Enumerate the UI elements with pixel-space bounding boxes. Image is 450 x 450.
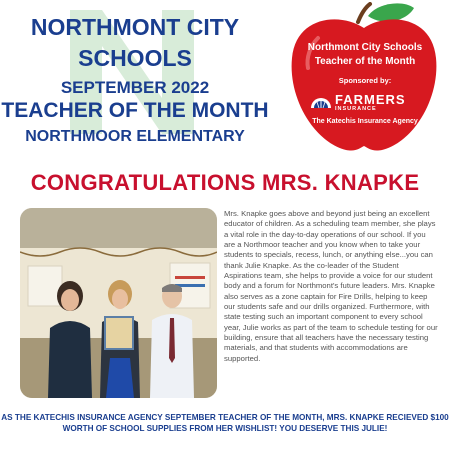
apple-title-line1: Northmont City Schools <box>307 42 423 53</box>
farmers-shield-icon <box>309 90 333 110</box>
sponsor-logo-word: FARMERS <box>335 92 406 107</box>
teacher-photo <box>20 208 217 398</box>
congratulations-heading: CONGRATULATIONS MRS. KNAPKE <box>30 170 420 195</box>
sponsor-agency-name: The Katechis Insurance Agency <box>312 118 418 125</box>
award-footer: AS THE KATECHIS INSURANCE AGENCY SEPTEMBER TEACHER OF THE MONTH, MRS. KNAPKE RECIEVED $100 WORTH OF SCHOOL SUPPLIES FROM HER WISHLIST! YOU DESERVE THIS JULIE! <box>1 413 449 433</box>
header-line-month: SEPTEMBER 2022 <box>60 78 210 97</box>
apple-title-line2: Teacher of the Month <box>314 56 416 67</box>
header-line-school: NORTHMOOR ELEMENTARY <box>25 128 245 145</box>
header-line-award: TEACHER OF THE MONTH <box>1 99 269 122</box>
teacher-description: Mrs. Knapke goes above and beyond just being an excellent educator of children. As a scheduling team member, she plays a vital role in the day-to-day operations of our school. If you are a Northmoor teacher and you know when to take your students to specials, recess, lunch, or anything else...you can thank Julie Knapke. As the co-leader of the Student Aspirations team, she helps to provide a voice for our student body and a forum for Northmont's future leaders. Mrs. Knapke also serves as a zone captain for Fire Drills, helping to keep our students safe and our drills organized. Furthermore, with state testing such an important component to every school year, Julie works as part of the team to schedule testing for our building, ensure that all teachers have the necessary testing materials, and that students with accommodations are supported. <box>224 209 438 363</box>
sponsored-by-label: Sponsored by: <box>338 76 392 85</box>
header-line-schools: SCHOOLS <box>78 45 192 71</box>
sponsor-logo-sub: INSURANCE <box>335 106 377 112</box>
header-line-district: NORTHMONT CITY <box>30 14 240 40</box>
